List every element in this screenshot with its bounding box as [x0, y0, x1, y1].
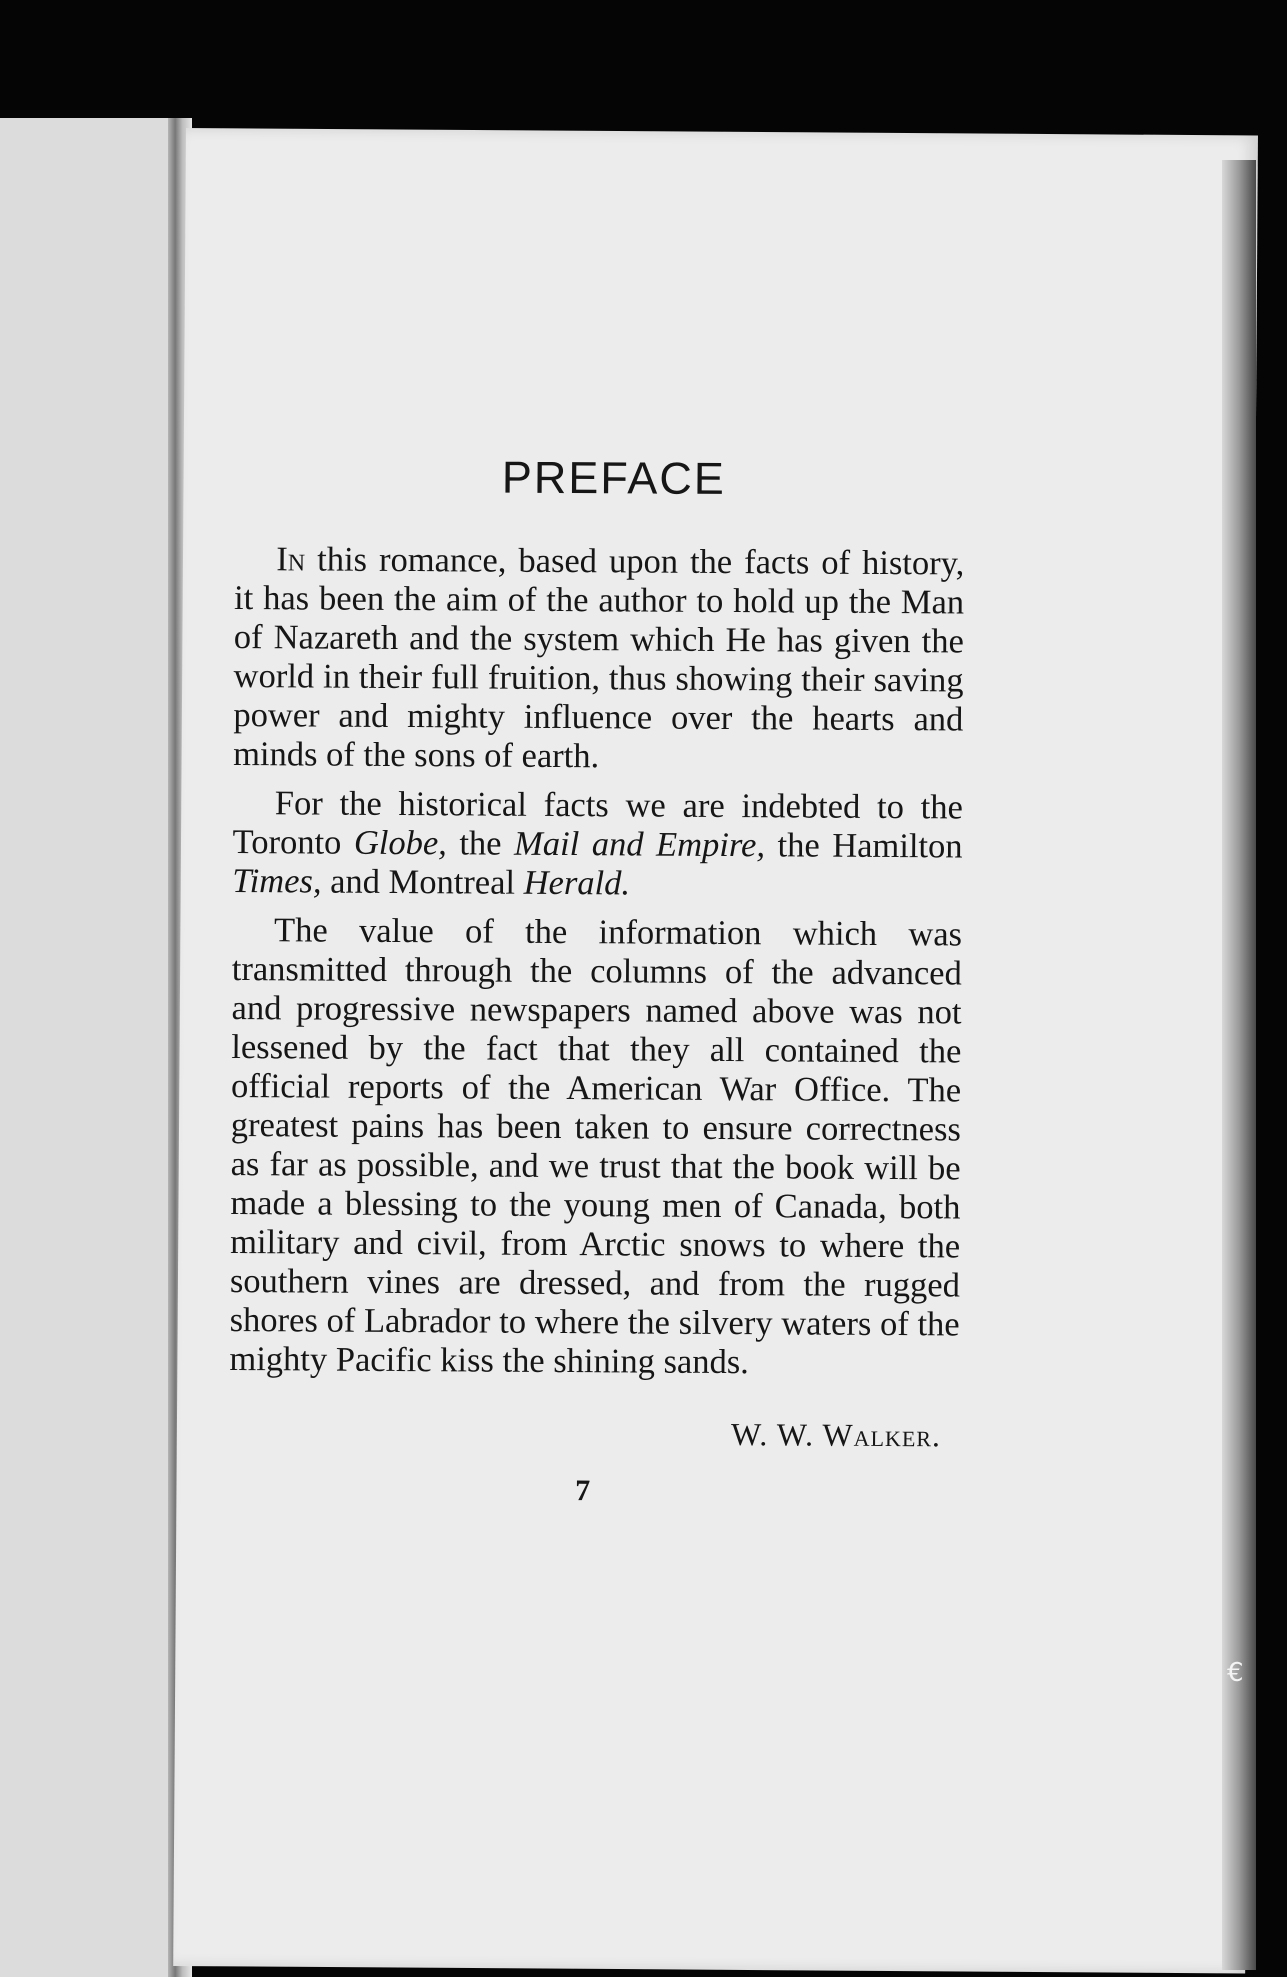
paragraph-1-lead: In — [276, 540, 306, 579]
paragraph-2-part: the — [446, 824, 515, 863]
paragraph-2-part: the Hamilton — [764, 826, 963, 866]
newspaper-title-herald: Herald. — [523, 863, 631, 903]
newspaper-title-mail-and-empire: Mail and Empire, — [513, 824, 766, 865]
paragraph-1-text: this romance, based upon the facts of history, it has been the aim of the author to hold up the Man of Nazareth and the system which He has given the world in their full fruition, thus showing their saving power and mighty influence over the hearts and minds of the sons of earth. — [233, 540, 965, 776]
newspaper-title-times: Times, — [232, 861, 322, 901]
edge-mark: € — [1227, 1658, 1244, 1688]
newspaper-title-globe: Globe, — [353, 823, 447, 863]
paragraph-2-part: For the historical facts we are indebted to the Toronto — [232, 784, 963, 862]
page-edge-shadow — [1222, 160, 1256, 1970]
page-title: PREFACE — [501, 451, 727, 504]
author-signature: W. W. Walker. — [730, 1416, 942, 1454]
preface-text-block — [229, 450, 965, 1510]
paragraph-3: The value of the information which was transmitted through the columns of the advanced and progressive newspapers named above was not lessened by the fact that they all contained the official reports of the American War Office. The greatest pains has been taken to ensure correctness as far as possible, and we trust that the book will be made a blessing to the young men of Canada, both military and civil, from Arctic snows to where the southern vines are dressed, and from the rugged shores of Labrador to where the silvery waters of the mighty Pacific kiss the shining sands. — [229, 911, 963, 1382]
facing-page-edge — [0, 118, 175, 1977]
paragraph-1 — [233, 540, 964, 778]
paragraph-2-part: and Montreal — [321, 862, 524, 902]
page-number: 7 — [575, 1474, 591, 1508]
paragraph-2 — [232, 784, 963, 905]
